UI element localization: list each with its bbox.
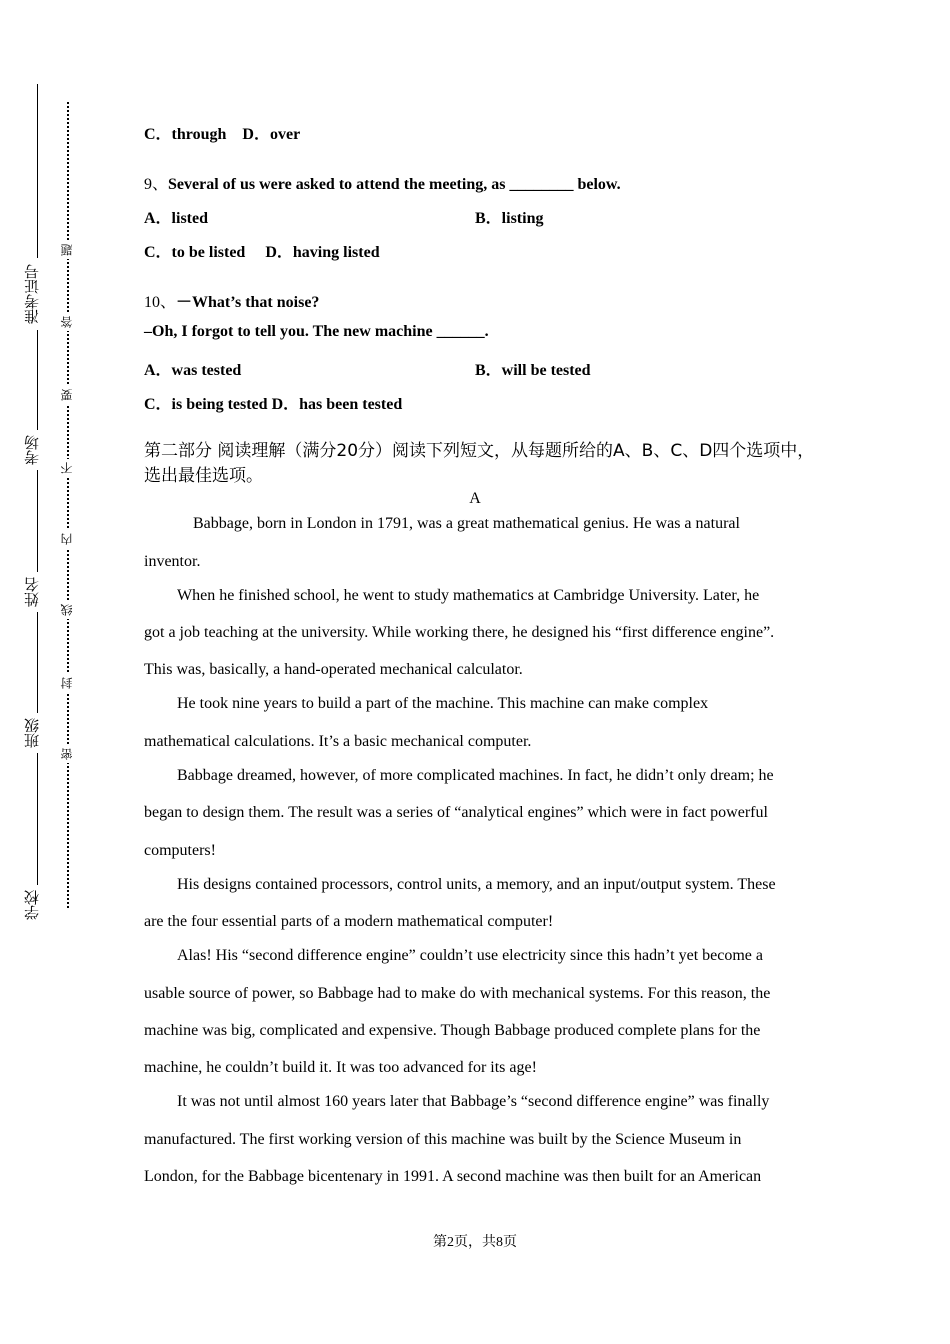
page-footer: 第2页，共8页	[433, 1235, 517, 1250]
label-class: 班级	[22, 713, 42, 753]
seal-char: 答	[58, 313, 78, 331]
passage-line: Babbage dreamed, however, of more complicated machines. In fact, he didn’t only dream; he	[177, 767, 774, 784]
q10-options-cd	[144, 391, 402, 414]
seal-char: 密	[58, 745, 78, 763]
passage-line: It was not until almost 160 years later that Babbage’s “second difference engine” was finally	[177, 1093, 770, 1110]
q8-options	[144, 121, 300, 144]
seal-char: 要	[58, 386, 78, 404]
passage-line: This was, basically, a hand-operated mechanical calculator.	[144, 661, 523, 678]
q10-option-d: D．has been tested	[271, 396, 403, 413]
label-exam-number: 准考证号	[22, 258, 42, 330]
passage-line: got a job teaching at the university. While working there, he designed his “first difference engine”.	[144, 624, 775, 641]
q10-option-b: B．will be tested	[475, 362, 591, 379]
seal-char: 线	[58, 601, 78, 619]
passage-line: When he finished school, he went to study mathematics at Cambridge University. Later, he	[177, 587, 760, 604]
passage-line: began to design them. The result was a series of “analytical engines” which were in fact powerful	[144, 804, 768, 821]
q9-option-d: D．having listed	[265, 244, 380, 261]
passage-line: computers!	[144, 842, 216, 859]
passage-line: He took nine years to build a part of the machine. This machine can make complex	[177, 695, 709, 712]
q10-stem-text: －What’s that noise?	[176, 294, 320, 311]
passage-line: His designs contained processors, control units, a memory, and an input/output system. These	[177, 876, 776, 893]
passage-line: inventor.	[144, 553, 201, 570]
q10-stem-line2: –Oh, I forgot to tell you. The new machine ______.	[144, 323, 489, 340]
q9-option-a: A．listed	[144, 210, 209, 227]
passage-label: A	[469, 490, 481, 507]
binding-line	[37, 84, 38, 896]
label-name: 姓名	[22, 572, 42, 612]
seal-char: 封	[58, 674, 78, 692]
q9-option-c: C．to be listed	[144, 244, 246, 261]
passage-line: Babbage, born in London in 1791, was a great mathematical genius. He was a natural	[193, 515, 740, 532]
seal-char: 不	[58, 459, 78, 477]
passage-line: machine was big, complicated and expensive. Though Babbage produced complete plans for the	[144, 1022, 761, 1039]
passage-line: mathematical calculations. It’s a basic mechanical computer.	[144, 733, 532, 750]
seal-char: 内	[58, 530, 78, 548]
seal-dotted-line	[67, 102, 69, 908]
passage-line: manufactured. The first working version of this machine was built by the Science Museum in	[144, 1131, 742, 1148]
passage-line: are the four essential parts of a modern mathematical computer!	[144, 913, 554, 930]
q10-option-a: A．was tested	[144, 362, 242, 379]
q8-option-c: C．through	[144, 126, 227, 143]
q9-number: 9、	[144, 176, 169, 193]
q9-options-cd	[144, 239, 380, 262]
label-school: 学校	[22, 885, 42, 925]
label-exam-room: 考场	[22, 430, 42, 470]
q10-option-c: C．is being tested	[144, 396, 268, 413]
section-title: 第二部分 阅读理解（满分20分）阅读下列短文，从每题所给的A、B、C、D四个选项中，选出最佳选项。	[144, 441, 815, 486]
q9-option-b: B．listing	[475, 210, 544, 227]
q10-number: 10、	[144, 294, 177, 311]
q9-stem-text: Several of us were asked to attend the meeting, as ________ below.	[168, 176, 621, 193]
passage-line: Alas! His “second difference engine” couldn’t use electricity since this hadn’t yet become a	[177, 947, 764, 964]
q10-stem	[144, 289, 319, 312]
passage-line: machine, he couldn’t build it. It was too advanced for its age!	[144, 1059, 537, 1076]
seal-char: 题	[58, 241, 78, 259]
passage-line: usable source of power, so Babbage had to make do with mechanical systems. For this reason, the	[144, 985, 771, 1002]
q8-option-d: D．over	[242, 126, 301, 143]
passage-line: London, for the Babbage bicentenary in 1991. A second machine was then built for an American	[144, 1168, 762, 1185]
q9-stem	[144, 171, 621, 194]
